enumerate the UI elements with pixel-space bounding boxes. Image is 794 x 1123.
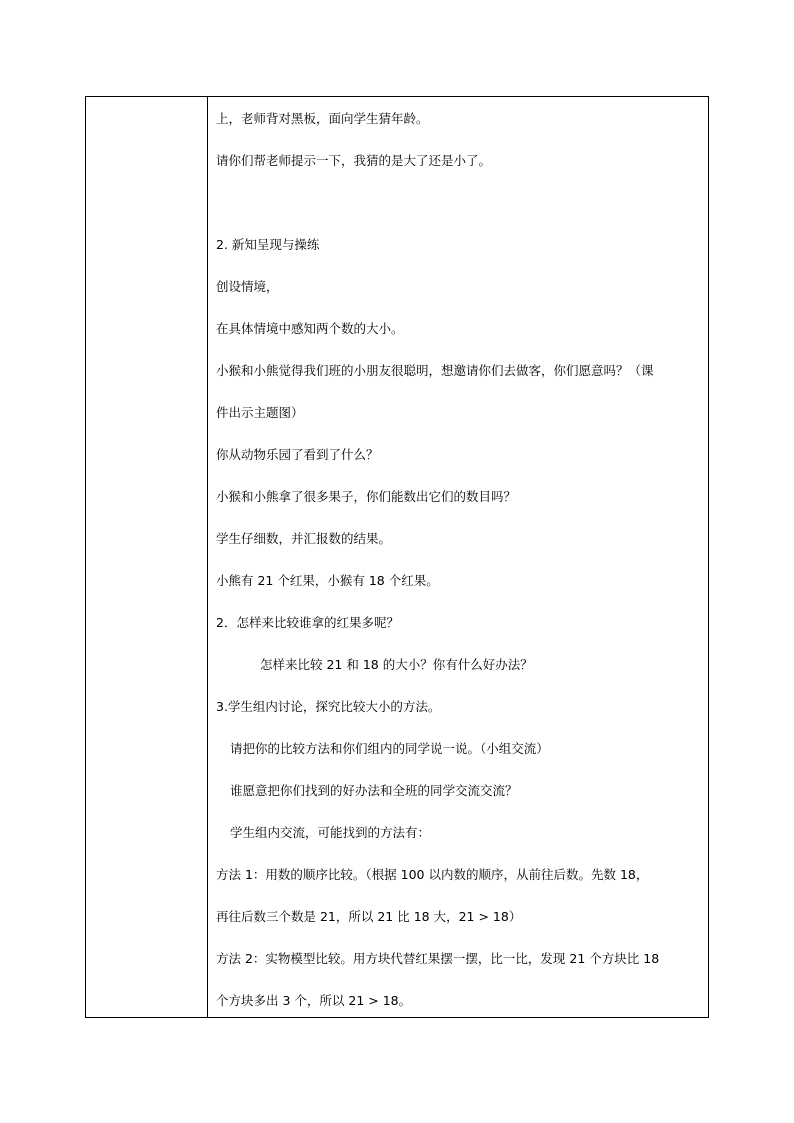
text-line: 学生组内交流，可能找到的方法有： [230,825,431,840]
text-line: 方法 2：实物模型比较。用方块代替红果摆一摆，比一比，发现 21 个方块比 18 [216,951,660,966]
text-line: 请你们帮老师提示一下，我猜的是大了还是小了。 [216,153,492,168]
text-line: 上，老师背对黑板，面向学生猜年龄。 [216,111,429,126]
text-line: 谁愿意把你们找到的好办法和全班的同学交流交流？ [230,783,518,798]
text-line: 件出示主题图） [216,405,304,420]
section-heading: 2. 新知呈现与操练 [216,237,320,252]
text-line: 创设情境， [216,279,279,294]
text-line: 3.学生组内讨论，探究比较大小的方法。 [216,699,441,714]
text-line: 小猴和小熊拿了很多果子，你们能数出它们的数目吗？ [216,489,517,504]
content-cell [208,97,708,1017]
text-line: 小熊有 21 个红果，小猴有 18 个红果。 [216,573,439,588]
text-line: 方法 1：用数的顺序比较。（根据 100 以内数的顺序，从前往后数。先数 18， [216,867,649,882]
text-line: 请把你的比较方法和你们组内的同学说一说。（小组交流） [230,741,549,756]
text-line: 在具体情境中感知两个数的大小。 [216,321,404,336]
text-line: 个方块多出 3 个，所以 21 > 18。 [216,993,412,1008]
text-line: 2．怎样来比较谁拿的红果多呢？ [216,615,399,630]
text-line: 你从动物乐园了看到了什么？ [216,447,379,462]
text-line: 小猴和小熊觉得我们班的小朋友很聪明，想邀请你们去做客，你们愿意吗？（课 [216,363,654,378]
text-line: 怎样来比较 21 和 18 的大小？你有什么好办法？ [260,657,533,672]
lesson-plan-table [85,96,709,1018]
text-line: 再往后数三个数是 21，所以 21 比 18 大，21 > 18） [216,909,522,924]
text-line: 学生仔细数，并汇报数的结果。 [216,531,392,546]
